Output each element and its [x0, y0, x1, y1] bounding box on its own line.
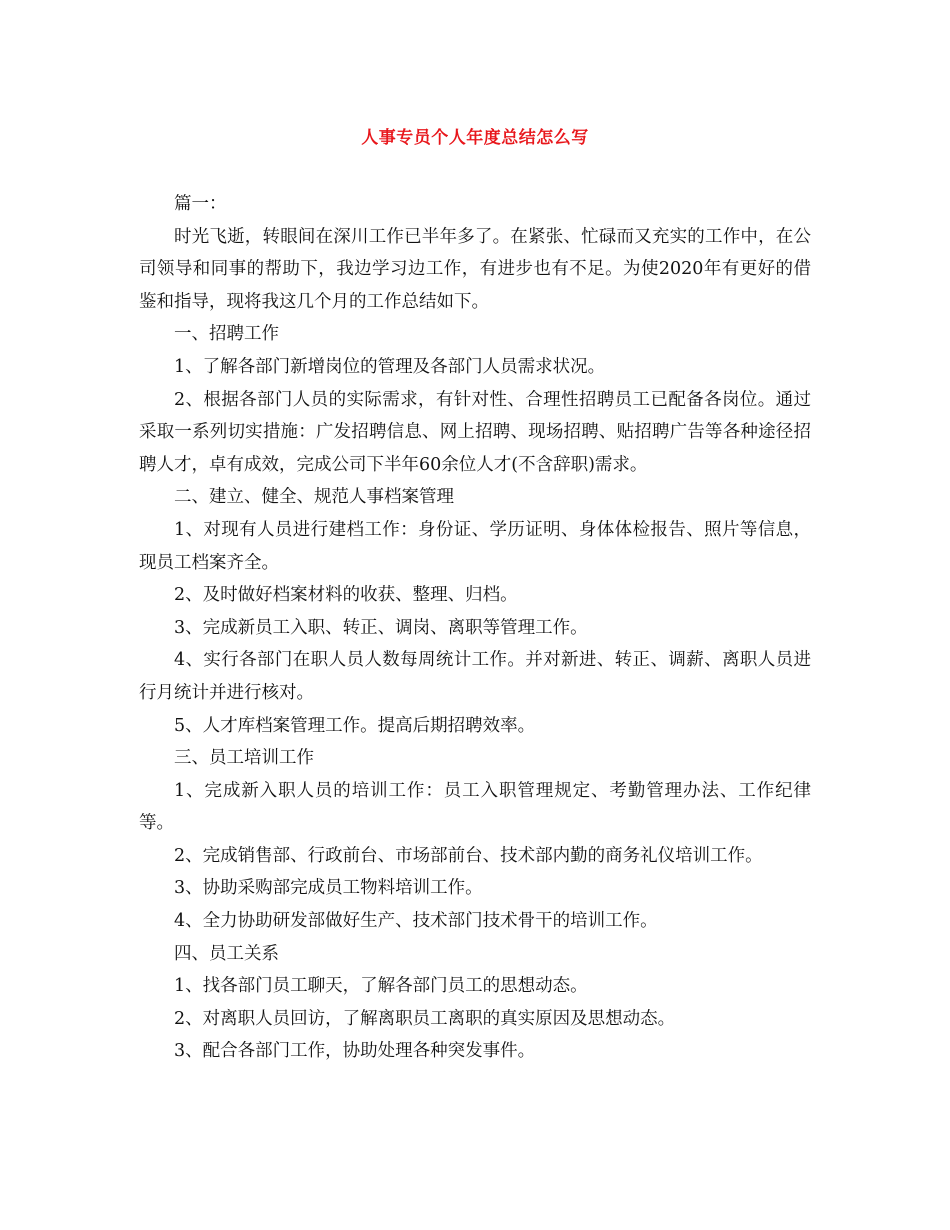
heading-employee-relations: 四、员工关系	[174, 943, 279, 964]
document-body	[139, 188, 811, 1068]
paragraph-relations-2: 2、对离职人员回访，了解离职员工离职的真实原因及思想动态。	[174, 1008, 676, 1029]
paragraph-intro: 时光飞逝，转眼间在深川工作已半年多了。在紧张、忙碌而又充实的工作中，在公司领导和同事的帮助下，我边学习边工作，有进步也有不足。为使2020年有更好的借鉴和指导，现将我这几个月的工作总结如下。	[139, 226, 811, 312]
paragraph-relations-3: 3、配合各部门工作，协助处理各种突发事件。	[174, 1041, 536, 1062]
paragraph-training-4: 4、全力协助研发部做好生产、技术部门技术骨干的培训工作。	[174, 911, 658, 932]
paragraph-training-1: 1、完成新入职人员的培训工作：员工入职管理规定、考勤管理办法、工作纪律等。	[139, 780, 811, 834]
document-title: 人事专员个人年度总结怎么写	[361, 128, 589, 148]
paragraph-recruitment-1: 1、了解各部门新增岗位的管理及各部门人员需求状况。	[174, 356, 606, 377]
paragraph-training-3: 3、协助采购部完成员工物料培训工作。	[174, 878, 483, 899]
paragraph-archives-3: 3、完成新员工入职、转正、调岗、离职等管理工作。	[174, 617, 588, 638]
paragraph-archives-2: 2、及时做好档案材料的收获、整理、归档。	[174, 585, 518, 606]
paragraph-relations-1: 1、找各部门员工聊天，了解各部门员工的思想动态。	[174, 976, 588, 997]
heading-training: 三、员工培训工作	[174, 748, 314, 769]
paragraph-archives-4: 4、实行各部门在职人员人数每周统计工作。并对新进、转正、调薪、离职人员进行月统计并进行核对。	[139, 650, 811, 703]
heading-archives: 二、建立、健全、规范人事档案管理	[174, 487, 454, 508]
heading-recruitment: 一、招聘工作	[174, 324, 279, 345]
paragraph-training-2: 2、完成销售部、行政前台、市场部前台、技术部内勤的商务礼仪培训工作。	[174, 845, 763, 866]
paragraph-section-label: 篇一：	[174, 194, 227, 214]
paragraph-recruitment-2: 2、根据各部门人员的实际需求，有针对性、合理性招聘员工已配备各岗位。通过采取一系列切实措施：广发招聘信息、网上招聘、现场招聘、贴招聘广告等各种途径招聘人才，卓有成效，完成公司下半年60余位人才(不含辞职)需求。	[139, 389, 811, 475]
paragraph-archives-1: 1、对现有人员进行建档工作：身份证、学历证明、身体体检报告、照片等信息，现员工档案齐全。	[139, 519, 811, 573]
paragraph-archives-5: 5、人才库档案管理工作。提高后期招聘效率。	[174, 715, 536, 736]
